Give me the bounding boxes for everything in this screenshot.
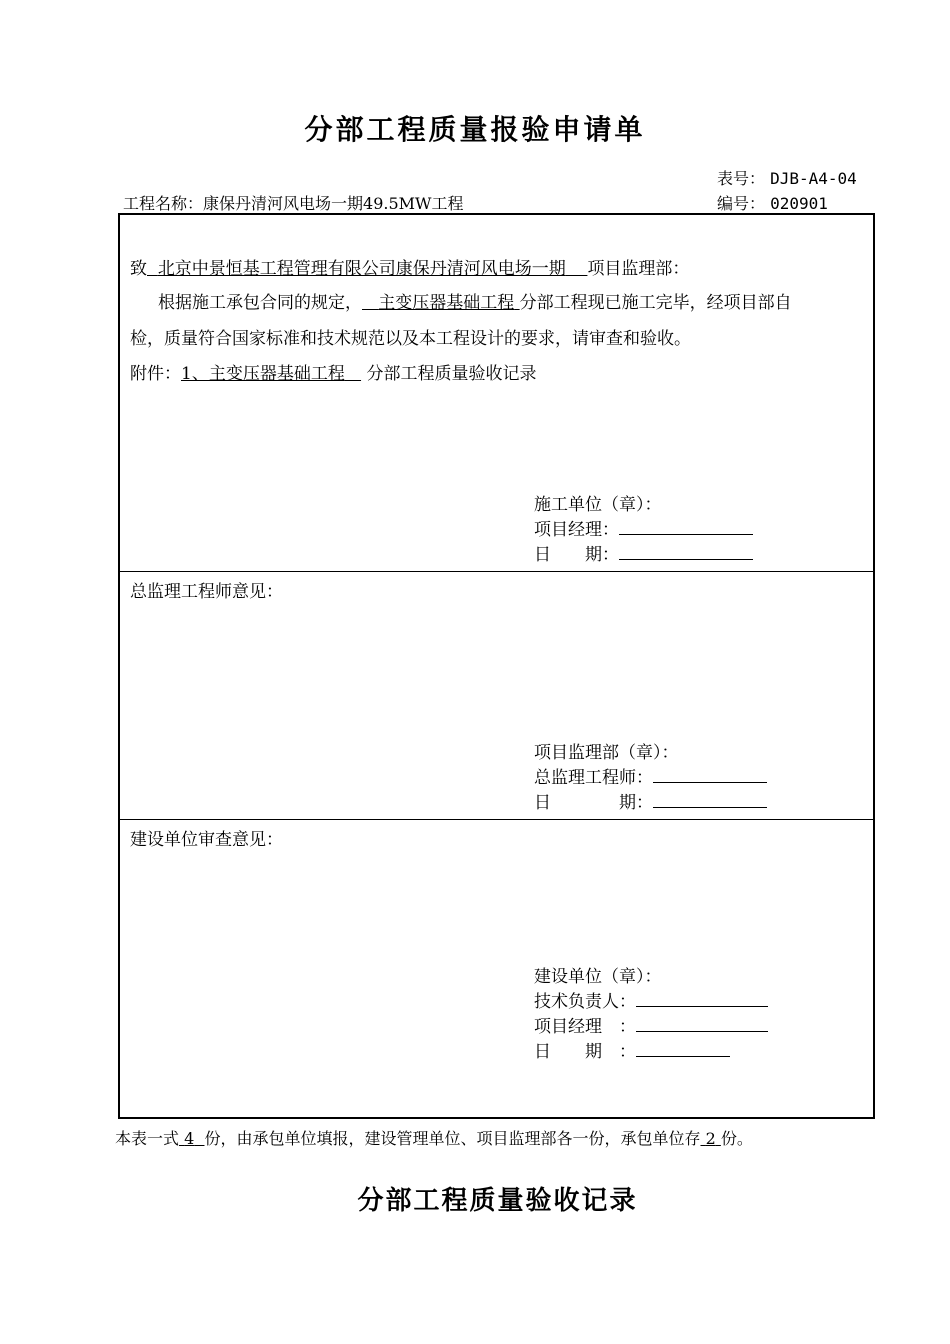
project-manager-blank[interactable] — [619, 520, 753, 535]
serial-number-value: 020901 — [770, 194, 828, 213]
attachment-line: 附件：1、主变压器基础工程 分部工程质量验收记录 — [130, 364, 537, 384]
owner-seal-label: 建设单位（章）： — [534, 967, 662, 987]
supervision-date-blank[interactable] — [653, 793, 767, 808]
contractor-date-blank[interactable] — [619, 545, 753, 560]
addressee-line — [130, 254, 689, 279]
owner-date-blank[interactable] — [636, 1042, 730, 1057]
project-name-value: 康保丹清河风电场一期49.5MW工程 — [203, 194, 464, 213]
row-divider-2 — [118, 819, 875, 820]
owner-manager-signature: 项目经理 ： — [534, 1012, 768, 1037]
owner-date: 日 期 ： — [534, 1037, 730, 1062]
owner-manager-blank[interactable] — [636, 1017, 768, 1032]
chief-engineer-signature: 总监理工程师： — [534, 763, 767, 788]
body-paragraph-line2: 检，质量符合国家标准和技术规范以及本工程设计的要求，请审查和验收。 — [130, 329, 691, 349]
addressee-suffix: 项目监理部： — [587, 259, 690, 279]
chief-engineer-blank[interactable] — [653, 768, 767, 783]
subproject-name: 主变压器基础工程 — [378, 293, 515, 313]
form-number — [717, 166, 857, 189]
addressee-org: 北京中景恒基工程管理有限公司康保丹清河风电场一期 — [157, 259, 566, 279]
copies-note: 本表一式 4 份，由承包单位填报，建设管理单位、项目监理部各一份，承包单位存 2 份。 — [115, 1129, 753, 1148]
owner-review-heading: 建设单位审查意见： — [130, 830, 283, 850]
serial-number — [717, 191, 828, 214]
project-name-label: 工程名称： — [123, 194, 204, 213]
form-number-value: DJB-A4-04 — [770, 169, 857, 188]
form-number-label: 表号： — [717, 169, 766, 188]
contractor-seal-label: 施工单位（章）： — [534, 495, 662, 515]
project-name-line — [123, 191, 463, 214]
attachment-item: 1、主变压器基础工程 — [181, 364, 345, 384]
supervision-seal-label: 项目监理部（章）： — [534, 743, 679, 763]
row-divider-1 — [118, 571, 875, 572]
kept-copies-count: 2 — [705, 1129, 716, 1148]
chief-supervisor-opinion-heading: 总监理工程师意见： — [130, 582, 283, 602]
addressee-prefix: 致 — [130, 259, 147, 279]
technical-lead-signature: 技术负责人： — [534, 987, 768, 1012]
contractor-date: 日 期： — [534, 540, 753, 565]
serial-number-label: 编号： — [717, 194, 766, 213]
project-manager-signature: 项目经理： — [534, 515, 753, 540]
page-title: 分部工程质量报验申请单 — [304, 113, 646, 146]
copies-count: 4 — [184, 1129, 195, 1148]
technical-lead-blank[interactable] — [636, 992, 768, 1007]
body-paragraph-line1: 根据施工承包合同的规定， 主变压器基础工程 分部工程现已施工完毕，经项目部自 — [158, 293, 792, 313]
supervision-date: 日 期： — [534, 788, 767, 813]
acceptance-record-title: 分部工程质量验收记录 — [357, 1186, 638, 1216]
